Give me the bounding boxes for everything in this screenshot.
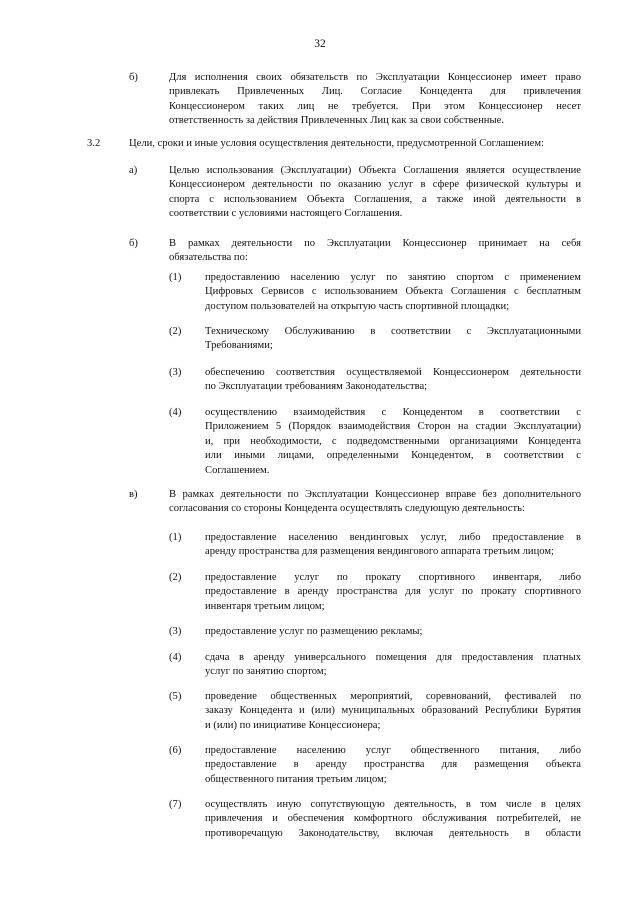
text-line: согласования со стороны Концедента осуществлять следующую деятельность:	[169, 503, 525, 515]
text-line: Соглашением.	[205, 464, 270, 476]
text-line: Целью использования (Эксплуатации) Объекта Соглашения является осуществление	[169, 165, 581, 176]
text-line: ответственность за действия Привлеченных Лиц как за свои собственные.	[169, 115, 504, 127]
text-line: обязательства по:	[169, 252, 248, 264]
text-line: спорта с использованием Объекта Соглашения, а также иной деятельности в	[169, 193, 581, 205]
subitem-number: (5)	[169, 691, 182, 702]
subitem-number: (6)	[169, 745, 182, 756]
text-line: привлечения и обеспечения комфортного обслуживания потребителей, не	[205, 813, 581, 825]
text-line: предоставление в аренду пространства для услуг по прокату спортивного	[205, 586, 581, 598]
text-line: Требованиями;	[205, 340, 273, 352]
subitem-text	[205, 744, 581, 787]
text-line: предоставление населению услуг общественного питания, либо	[205, 745, 581, 756]
subitem-text	[205, 690, 581, 733]
text-line: предоставлению населению услуг по занятию спортом с применением	[205, 272, 581, 283]
subitem-text	[205, 651, 581, 680]
subitem-text	[205, 325, 581, 354]
text-line: предоставление населению вендинговых услуг, либо предоставление в	[205, 532, 581, 543]
subitem-text	[205, 531, 581, 560]
subitem-number: (4)	[169, 407, 182, 418]
text-line: предоставление в аренду пространства для размещения объекта	[205, 759, 581, 771]
paragraph	[169, 488, 581, 517]
item-label: в)	[129, 489, 138, 500]
text-line: услуг по занятию спортом;	[205, 666, 327, 678]
text-line: обеспечению соответствия осуществляемой Концессионером деятельности	[205, 367, 581, 378]
text-line: общественного питания третьим лицом;	[205, 773, 387, 785]
text-line: предоставление услуг по размещению рекламы;	[205, 626, 423, 637]
subitem-number: (1)	[169, 532, 182, 543]
subitem-text	[205, 271, 581, 314]
text-line: В рамках деятельности по Эксплуатации Концессионер принимает на себя	[169, 238, 581, 249]
text-line: проведение общественных мероприятий, соревнований, фестивалей по	[205, 691, 581, 702]
text-line: и, при необходимости, с подведомственными организациями Концедента	[205, 435, 581, 447]
text-line: привлекать Привлеченных Лиц. Согласие Концедента для привлечения	[169, 86, 581, 98]
text-line: инвентаря третьим лицом;	[205, 600, 325, 612]
text-line: или иными лицами, определенными Концедентом, в соответствии с	[205, 450, 581, 462]
text-line: Для исполнения своих обязательств по Эксплуатации Концессионер имеет право	[169, 72, 581, 83]
section-title: Цели, сроки и иные условия осуществления деятельности, предусмотренной Соглашением:	[129, 138, 544, 149]
subitem-number: (3)	[169, 626, 182, 637]
text-line: заказу Концедента и (или) муниципальных образований Республики Бурятия	[205, 705, 581, 717]
text-line: предоставление услуг по прокату спортивного инвентаря, либо	[205, 572, 581, 583]
item-label: а)	[129, 165, 138, 176]
text-line: Концессионером таких лиц не требуется. При этом Концессионер несет	[169, 100, 581, 112]
subitem-text	[205, 571, 581, 614]
text-line: Приложением 5 (Порядок взаимодействия Сторон на стадии Эксплуатации)	[205, 421, 581, 433]
paragraph	[169, 71, 581, 129]
text-line: Концессионером деятельности по оказанию услуг в сфере физической культуры и	[169, 179, 581, 191]
subitem-number: (4)	[169, 652, 182, 663]
subitem-number: (7)	[169, 799, 182, 810]
text-line: и (или) по инициативе Концессионера;	[205, 719, 381, 731]
text-line: В рамках деятельности по Эксплуатации Концессионер вправе без дополнительного	[169, 489, 581, 500]
item-label: б)	[129, 238, 138, 249]
subitem-number: (3)	[169, 367, 182, 378]
text-line: Цифровых Сервисов с использованием Объекта Соглашения с бесплатным	[205, 286, 581, 298]
subitem-number: (2)	[169, 572, 182, 583]
text-line: соответствии с условиями настоящего Соглашения.	[169, 208, 403, 220]
section-number: 3.2	[87, 138, 101, 149]
paragraph	[169, 164, 581, 222]
text-line: по Эксплуатации требованиям Законодательства;	[205, 381, 428, 393]
subitem-text	[205, 406, 581, 478]
text-line: Техническому Обслуживанию в соответствии с Эксплуатационными	[205, 326, 581, 337]
subitem-text	[205, 366, 581, 395]
item-label: б)	[129, 72, 138, 83]
text-line: доступом пользователей на открытую часть спортивной площадки;	[205, 300, 510, 312]
text-line: осуществлению взаимодействия с Концедентом в соответствии с	[205, 407, 581, 418]
paragraph	[169, 237, 581, 266]
text-line: аренду пространства для размещения вендингового аппарата третьим лицом;	[205, 546, 554, 558]
subitem-text	[205, 798, 581, 841]
text-line: сдача в аренду универсального помещения для предоставления платных	[205, 652, 581, 663]
subitem-number: (1)	[169, 272, 182, 283]
text-line: противоречащую Законодательству, включая деятельность в области	[205, 827, 581, 839]
page-number: 32	[314, 38, 326, 50]
text-line: осуществлять иную сопутствующую деятельность, в том числе в целях	[205, 799, 581, 810]
subitem-text	[205, 625, 581, 639]
subitem-number: (2)	[169, 326, 182, 337]
